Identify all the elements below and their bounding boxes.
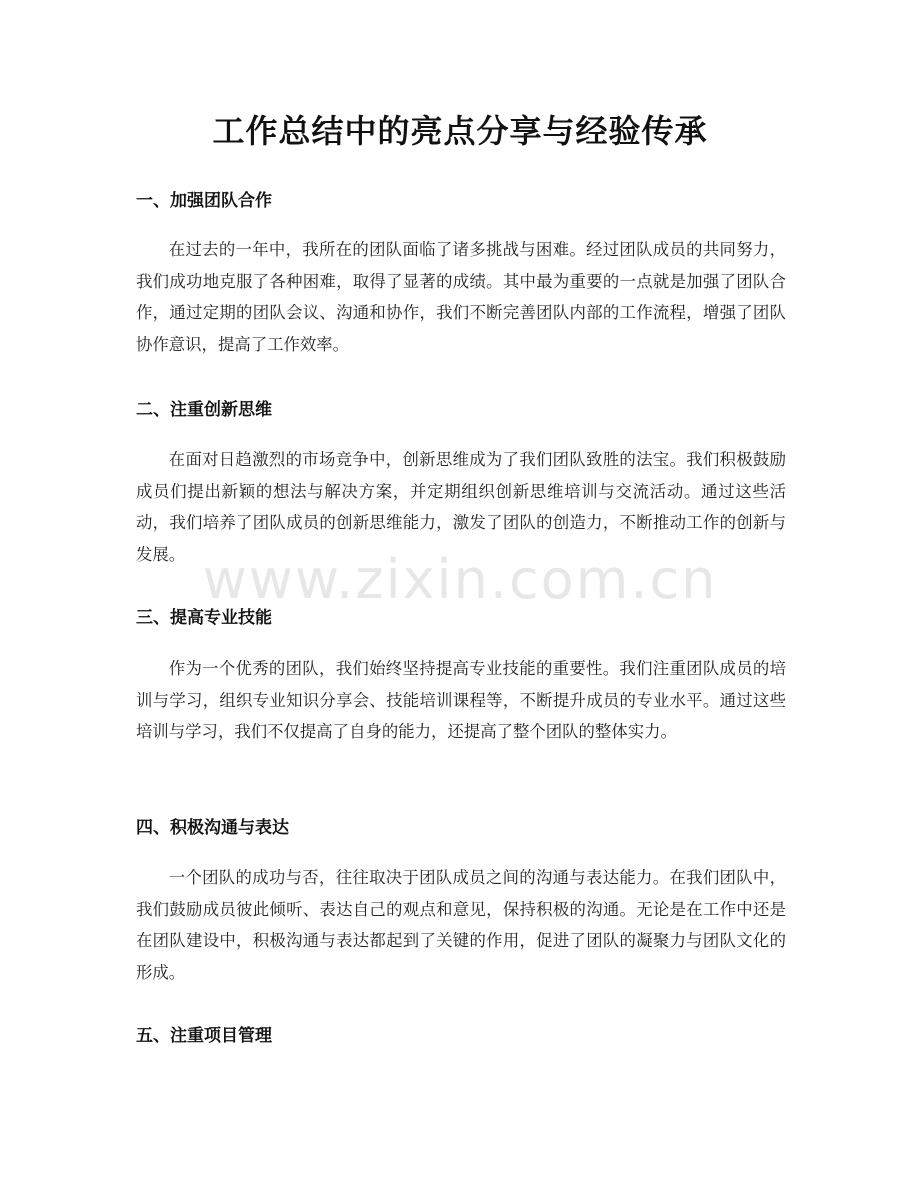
section-heading-4: 四、积极沟通与表达 [136, 818, 289, 838]
section-paragraph-2: 在面对日趋激烈的市场竞争中，创新思维成为了我们团队致胜的法宝。我们积极鼓励成员们提出新颖的想法与解决方案，并定期组织创新思维培训与交流活动。通过这些活动，我们培养了团队成员的创新思维能力，激发了团队的创造力，不断推动工作的创新与发展。 [136, 450, 786, 564]
section-heading-3: 三、提高专业技能 [136, 608, 272, 628]
section-heading-1: 一、加强团队合作 [136, 191, 272, 211]
section-heading-2: 二、注重创新思维 [136, 400, 272, 420]
section-paragraph-4: 一个团队的成功与否，往往取决于团队成员之间的沟通与表达能力。在我们团队中，我们鼓励成员彼此倾听、表达自己的观点和意见，保持积极的沟通。无论是在工作中还是在团队建设中，积极沟通与表达都起到了关键的作用，促进了团队的凝聚力与团队文化的形成。 [136, 868, 786, 982]
section-heading-5: 五、注重项目管理 [136, 1026, 272, 1046]
section-paragraph-1: 在过去的一年中，我所在的团队面临了诸多挑战与困难。经过团队成员的共同努力，我们成功地克服了各种困难，取得了显著的成绩。其中最为重要的一点就是加强了团队合作，通过定期的团队会议、沟通和协作，我们不断完善团队内部的工作流程，增强了团队协作意识，提高了工作效率。 [136, 240, 786, 354]
section-paragraph-3: 作为一个优秀的团队，我们始终坚持提高专业技能的重要性。我们注重团队成员的培训与学习，组织专业知识分享会、技能培训课程等，不断提升成员的专业水平。通过这些培训与学习，我们不仅提高了自身的能力，还提高了整个团队的整体实力。 [136, 659, 786, 741]
watermark: www.zixin.com.cn [202, 548, 718, 611]
document-title: 工作总结中的亮点分享与经验传承 [212, 112, 708, 150]
